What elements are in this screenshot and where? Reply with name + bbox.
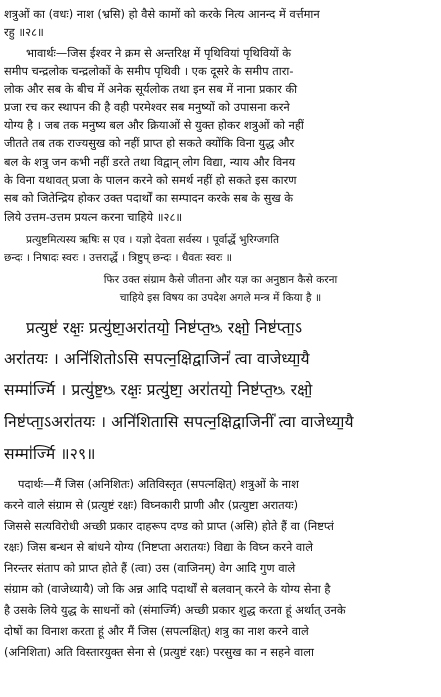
padartha-line: निरन्तर संताप को प्राप्त होते हैं (त्वा) उस (वाजिनम्) वेग आदि गुण वाले bbox=[4, 561, 296, 575]
mantra-line: प्रत्युष्ट॑ रक्षः॒ प्रत्यु॑ष्टा॒अरा॑तयो॒ निष्ट॑प्त॒ᳬ रक्षो॒ निष्ट॑प्ता॒ऽ bbox=[26, 319, 303, 337]
mantra-intro-line: फिर उक्त संग्राम कैसे जीतना और यज्ञ का अनुष्ठान कैसे करना bbox=[103, 274, 338, 286]
mantra-line: अरा॑तयः । अनि॑शितोऽसि सपत्न॒क्षिद्वा॒जिनं॑ त्वा वाजेध्या॒यै bbox=[4, 350, 310, 368]
rishi-devata-line: प्रत्युष्टमित्यस्य ऋषिः स एव । यज्ञो देवता सर्वस्य । पूर्वार्द्धे भुरिग्जगति bbox=[26, 234, 280, 246]
padartha-line: संग्राम को (वाजेध्यायै) जो कि अन्न आदि पदार्थों से बलवान् करने के योग्य सेना है bbox=[4, 582, 331, 596]
bhavartha-line: योग्य है । जब तक मनुष्य बल और क्रियाओं से युक्त होकर शत्रुओं को नहीं bbox=[4, 118, 304, 132]
mantra-intro-line: चाहिये इस विषय का उपदेश अगले मन्त्र में किया है ॥ bbox=[119, 292, 322, 304]
bhavartha-line: सब को जितेन्द्रिय होकर उक्त पदार्थों का सम्पादन करके सब के सुख के bbox=[4, 191, 294, 205]
padartha-line: करने वाले संग्राम से (प्रत्युष्टं रक्षः) विघ्नकारी प्राणी और (प्रत्युष्टा अरातयः) bbox=[4, 498, 299, 512]
bhavartha-line: प्रजा रच कर स्थापन की है वही परमेश्वर सब मनुष्यों को उपासना करने bbox=[4, 100, 290, 114]
padartha-line: है उसके लिये युद्ध के साधनों को (संमार्ज्मि) अच्छी प्रकार शुद्ध करता हूं अर्थात् उनके bbox=[4, 603, 346, 617]
bhavartha-line: के विना यथावत् प्रजा के पालन करने को समर्थ नहीं हो सकते इस कारण bbox=[4, 173, 297, 187]
mantra-line: सम्मा॑र्ज्मि ॥२९॥ bbox=[4, 445, 96, 463]
bhavartha-line: लोक और सब के बीच में अनेक सूर्यलोक तथा इन सब में नाना प्रकार की bbox=[4, 82, 298, 96]
chhanda-swara-line: छन्दः । निषादः स्वरः । उत्तरार्द्धे । त्रिष्टुप् छन्दः । धैवतः स्वरः ॥ bbox=[4, 252, 233, 264]
mantra-line: निष्ट॑प्ता॒ऽअरा॑तयः । अनि॑शितासि सपत्न॒क्षिद्वा॒जिनीं॑ त्वा वाजेध्या॒यै bbox=[4, 413, 354, 431]
padartha-line: जिससे सत्यविरोधी अच्छी प्रकार दाहरूप दण्ड को प्राप्त (असि) होते हैं वा (निष्टप्तं bbox=[4, 519, 334, 533]
bhavartha-line: लिये उत्तम-उत्तम प्रयत्न करना चाहिये ॥२८॥ bbox=[4, 210, 183, 224]
bhavartha-line: समीप चन्द्रलोक चन्द्रलोकों के समीप पृथिवी । एक दूसरे के समीप तारा- bbox=[4, 64, 294, 78]
mantra-line: सम्मा॑र्ज्मि । प्रत्यु॑ष्ट॒ᳬ रक्षः॒ प्रत्यु॑ष्टा॒ अरा॑तयो॒ निष्ट॑प्त॒ᳬ रक्षो॒ bbox=[4, 381, 313, 399]
bhavartha-line: जीतते तब तक राज्यसुख को नहीं प्राप्त हो सकते क्योंकि विना युद्ध और bbox=[4, 136, 295, 150]
padartha-line: दोषों का विनाश करता हूं और मैं जिस (सपत्नक्षित्) शत्रु का नाश करने वाले bbox=[4, 624, 309, 638]
bhavartha-line: बल के शत्रु जन कभी नहीं डरते तथा विद्वान् लोग विद्या, न्याय और विनय bbox=[4, 155, 296, 169]
bhavartha-line: भावार्थः—जिस ईश्वर ने क्रम से अन्तरिक्ष में पृथिवियां पृथिवियों के bbox=[26, 46, 292, 60]
padartha-line: रक्षः) जिस बन्धन से बांधने योग्य (निष्टप्ता अरातयः) विद्या के विघ्न करने वाले bbox=[4, 540, 313, 554]
top-para-line-1: शत्रुओं का (वधः) नाश (भ्रसि) हो वैसे कामों को करके नित्य आनन्द में वर्त्तमान bbox=[4, 7, 320, 21]
padartha-line: (अनिशिता) अति विस्तारयुक्त सेना से (प्रत्युष्टं रक्षः) परसुख का न सहने वाला bbox=[4, 645, 314, 659]
top-para-line-2: रहु ॥२८॥ bbox=[4, 25, 44, 39]
padartha-line: पदार्थः—मैं जिस (अनिशितः) अतिविस्तृत (सपत्नक्षित्) शत्रुओं के नाश bbox=[18, 477, 299, 491]
